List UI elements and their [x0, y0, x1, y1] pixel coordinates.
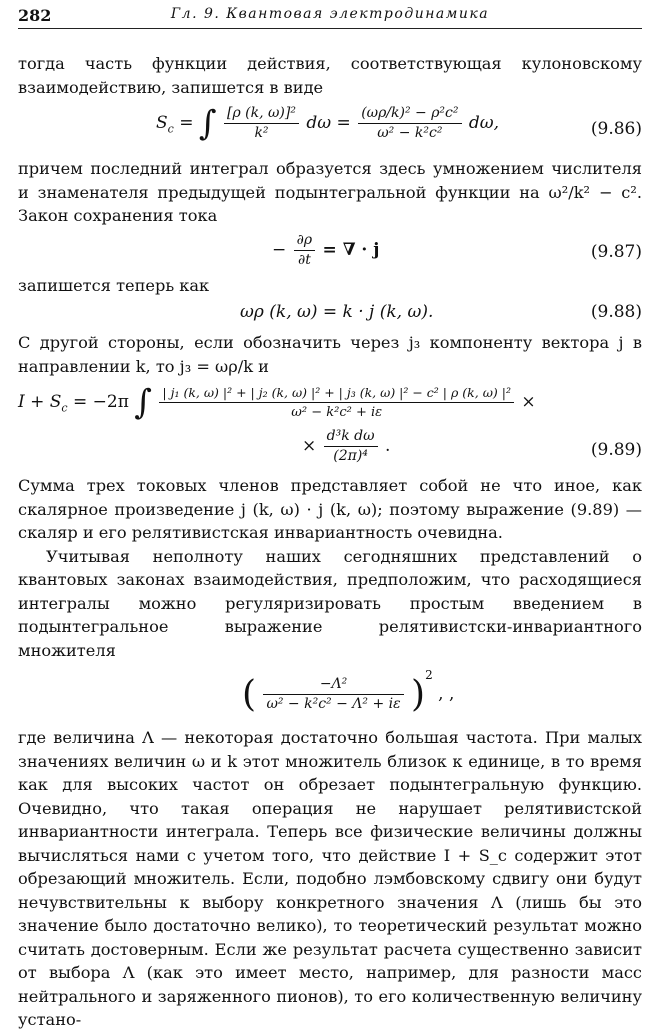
- paragraph-5: Сумма трех токовых членов представляет собой не что иное, как скалярное произведение j (k, ω) · j (k, ω); поэтому выражение (9.89) — скаляр и его релятивистская инвариантность очевидна.: [18, 476, 642, 542]
- paragraph-7: где величина Λ — некоторая достаточно большая частота. При малых значениях величин ω и k этот множитель близок к единице, в то время как для высоких частот он обрезает подынтегральную функцию. Очевидно, что такая операция не нарушает релятивистской инвариантности интеграла. Теперь все физические величины должны вычисляться нами с учетом того, что действие I + S_c содержит этот обрезающий множитель. Если, подобно лэмбовскому сдвигу они будут нечувствительны к выбору конкретного значения Λ (лишь бы это значение было достаточно велико), то теоретический результат можно считать достоверным. Если же результат расчета существенно зависит от выбора Λ (как это имеет место, например, для разности масс нейтрального и заряженного пионов), то его количественную величину устано-: [18, 728, 642, 1029]
- eq986-lhs: S: [156, 113, 168, 133]
- paragraph-3: запишется теперь как: [18, 275, 210, 295]
- eq989-fraction-1: | j₁ (k, ω) |² + | j₂ (k, ω) |² + | j₃ (k, ω) |² − c² | ρ (k, ω) |² ω² − k²c² + iε: [159, 384, 514, 421]
- paragraph-2: причем последний интеграл образуется здесь умножением числителя и знаменателя предыдущей подынтегральной функции на ω²/k² − c². Закон сохранения тока: [18, 159, 642, 225]
- eq989-lhs: I + S: [18, 392, 62, 412]
- eq986-equals: =: [179, 113, 194, 133]
- eq987-fraction: $\frac{\partial\rho}{\partial t}$: [294, 232, 315, 269]
- page-number: 282: [18, 6, 52, 25]
- equation-number-9-89: (9.89): [590, 440, 642, 460]
- page-header: [18, 4, 642, 30]
- eq987-minus: −: [272, 239, 287, 260]
- running-title: Гл. 9. Квантовая электродинамика: [170, 6, 490, 22]
- eq989-equals: = −2π: [73, 392, 129, 412]
- equation-9-88: [18, 297, 642, 331]
- eq986-dw: dω: [306, 113, 332, 133]
- eq989-times-2: ×: [302, 436, 317, 456]
- eq986-lhs-sub: c: [167, 122, 174, 136]
- paragraph-1: тогда часть функции действия, соответствующая кулоновскому взаимодействию, запишется в виде: [18, 54, 642, 97]
- book-page: [18, 4, 642, 1032]
- paragraph-4: С другой стороны, если обозначить через j₃ компоненту вектора j в направлении k, то j₃ = ωρ/k и: [18, 333, 642, 376]
- eq989-times-1: ×: [521, 392, 536, 412]
- integral-sign: ∫: [198, 103, 217, 144]
- eq989-lhs-sub: c: [61, 401, 68, 415]
- eq986-fraction-1: $\frac{\text{[ρ (k, ω)]²}}{\text{k²}}$: [224, 105, 299, 142]
- eq986-fraction-2: $\frac{\text{(ωρ/k)² − ρ²c²}}{\text{ω² − k²c²}}$: [358, 105, 461, 142]
- equation-number-9-87: (9.87): [590, 241, 642, 262]
- eq989-fraction-2: $\frac{\text{d³k dω}}{\text{(2π)⁴}}$: [324, 428, 378, 465]
- regulator-right-paren: ): [411, 674, 426, 715]
- eq987-rhs: = ∇ · j: [322, 239, 380, 260]
- regulator-left-paren: (: [242, 674, 257, 715]
- equation-9-89: [18, 378, 642, 474]
- equation-number-9-86: (9.86): [590, 119, 642, 139]
- integral-sign: ∫: [134, 382, 153, 423]
- equation-number-9-88: (9.88): [590, 302, 642, 322]
- regulator-factor: [18, 662, 642, 726]
- header-rule: [18, 28, 642, 29]
- equation-9-87: [18, 228, 642, 274]
- eq989-dot: .: [384, 436, 391, 456]
- eq988-expression: ωρ (k, ω) = k · j (k, ω).: [240, 302, 434, 322]
- eq986-dw2: dω,: [468, 113, 500, 133]
- regulator-exponent: 2: [425, 668, 433, 682]
- regulator-fraction: $\frac{\text{−Λ²}}{\text{ω² − k²c² − Λ² + iε}}$: [263, 676, 403, 713]
- paragraph-6: Учитывая неполноту наших сегодняшних представлений о квантовых законах взаимодействия, предположим, что расходящиеся интегралы можно регуляризировать простым введением в подынтегральное выражение релятивистски-инвариантного множителя: [18, 546, 642, 660]
- equation-9-86: $S_c$ = ∫ $\frac{\text{[ρ (k, ω)]²}}{\text{k²}}$ dω = $\frac{\text{(ωρ/k)² − ρ²c²}}{\text{ω² − k²c²}}$ dω, (9.86): [156, 103, 642, 144]
- regulator-tail: , ,: [438, 684, 455, 704]
